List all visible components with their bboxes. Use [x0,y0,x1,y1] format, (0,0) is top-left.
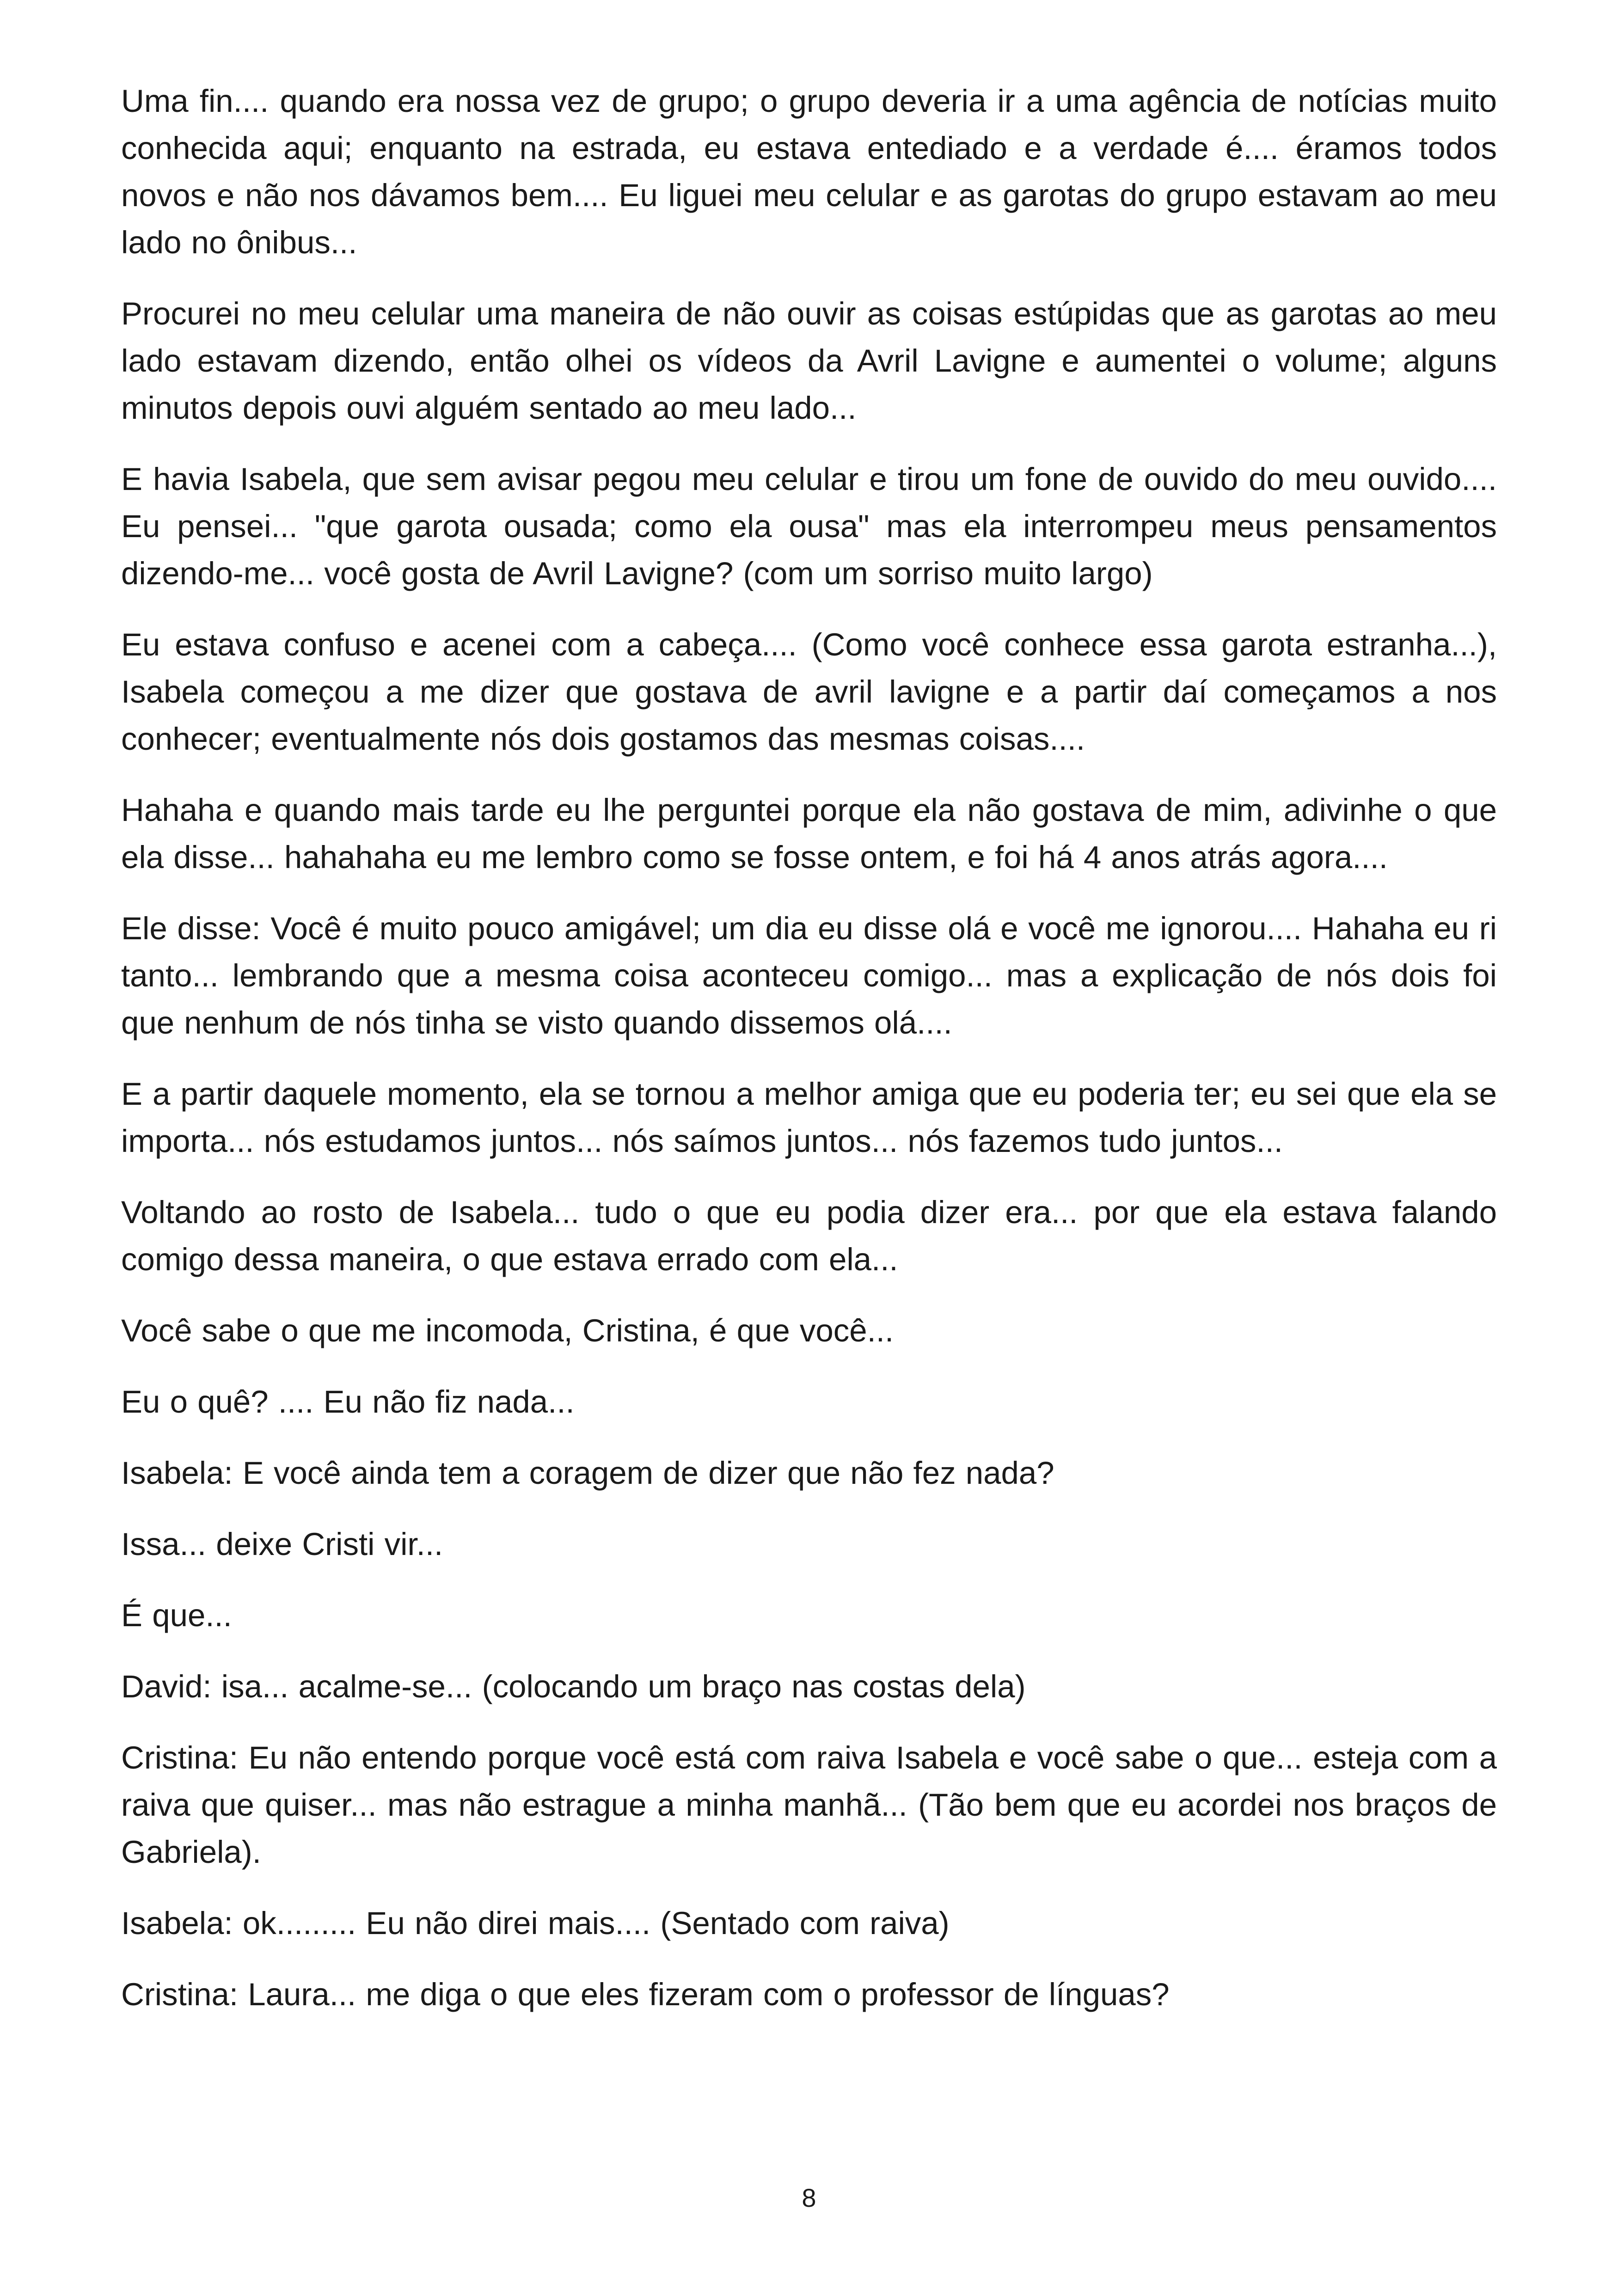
paragraph-15: Cristina: Eu não entendo porque você está com raiva Isabela e você sabe o que... esteja com a raiva que quiser... mas não estrague a minha manhã... (Tão bem que eu acordei nos braços de Gabriela). [121,1740,1497,1870]
paragraph-16: Isabela: ok......... Eu não direi mais.... (Sentado com raiva) [121,1905,950,1941]
document-page [121,78,1497,2181]
paragraph-1: Uma fin.... quando era nossa vez de grupo; o grupo deveria ir a uma agência de notícias muito conhecida aqui; enquanto na estrada, eu estava entediado e a verdade é.... éramos todos novos e não nos dávamos bem.... Eu liguei meu celular e as garotas do grupo estavam ao meu lado no ônibus... [121,83,1497,260]
paragraph-4: Eu estava confuso e acenei com a cabeça.... (Como você conhece essa garota estranha...), Isabela começou a me dizer que gostava de avril lavigne e a partir daí começamos a nos conhecer; eventualmente nós dois gostamos das mesmas coisas.... [121,627,1497,757]
paragraph-17: Cristina: Laura... me diga o que eles fizeram com o professor de línguas? [121,1977,1170,2012]
paragraph-8: Voltando ao rosto de Isabela... tudo o que eu podia dizer era... por que ela estava falando comigo dessa maneira, o que estava errado com ela... [121,1194,1497,1277]
paragraph-3: E havia Isabela, que sem avisar pegou meu celular e tirou um fone de ouvido do meu ouvido.... Eu pensei... "que garota ousada; como ela ousa" mas ela interrompeu meus pensamentos dizendo-me... você gosta de Avril Lavigne? (com um sorriso muito largo) [121,461,1497,591]
paragraph-13: É que... [121,1598,232,1633]
paragraph-5: Hahaha e quando mais tarde eu lhe perguntei porque ela não gostava de mim, adivinhe o que ela disse... hahahaha eu me lembro como se fosse ontem, e foi há 4 anos atrás agora.... [121,792,1497,875]
paragraph-9: Você sabe o que me incomoda, Cristina, é que você... [121,1313,894,1348]
page-number: 8 [802,2183,816,2212]
paragraph-11: Isabela: E você ainda tem a coragem de dizer que não fez nada? [121,1455,1054,1491]
paragraph-7: E a partir daquele momento, ela se tornou a melhor amiga que eu poderia ter; eu sei que ela se importa... nós estudamos juntos... nós saímos juntos... nós fazemos tudo juntos... [121,1076,1497,1159]
paragraph-12: Issa... deixe Cristi vir... [121,1526,443,1562]
paragraph-10: Eu o quê? .... Eu não fiz nada... [121,1384,575,1420]
paragraph-6: Ele disse: Você é muito pouco amigável; um dia eu disse olá e você me ignorou.... Hahaha eu ri tanto... lembrando que a mesma coisa aconteceu comigo... mas a explicação de nós dois foi que nenhum de nós tinha se visto quando dissemos olá.... [121,911,1497,1041]
paragraph-14: David: isa... acalme-se... (colocando um braço nas costas dela) [121,1669,1026,1704]
paragraph-2: Procurei no meu celular uma maneira de não ouvir as coisas estúpidas que as garotas ao meu lado estavam dizendo, então olhei os vídeos da Avril Lavigne e aumentei o volume; alguns minutos depois ouvi alguém sentado ao meu lado... [121,296,1497,426]
